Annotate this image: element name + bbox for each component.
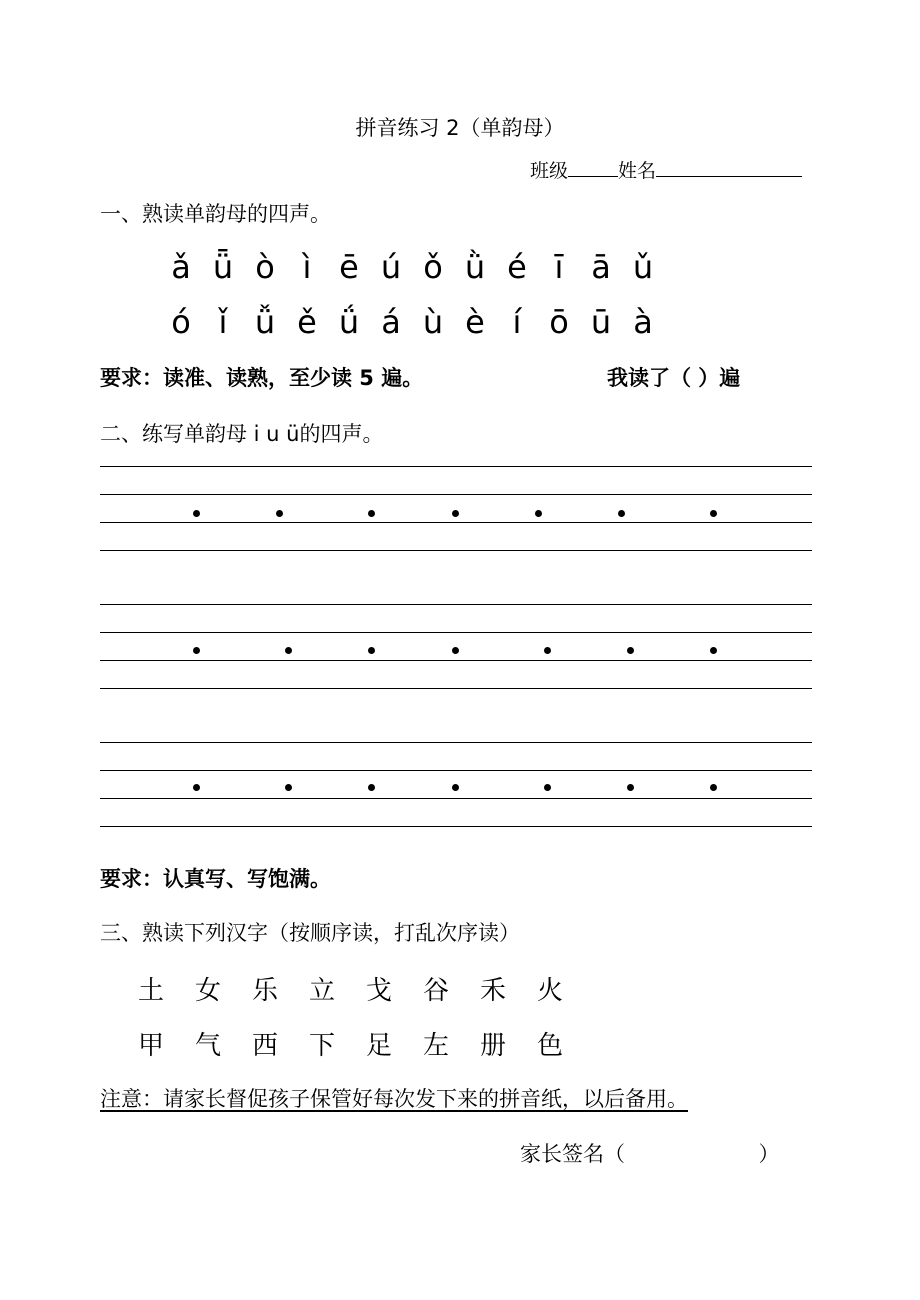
pinyin: á: [381, 303, 401, 341]
hanzi: 左: [423, 1031, 450, 1061]
guide-dot: [452, 647, 459, 654]
writing-line: [100, 494, 812, 495]
pinyin: ù: [422, 303, 444, 341]
guide-dot: [627, 784, 634, 791]
class-label: 班级: [530, 160, 569, 182]
parent-signature[interactable]: 家长签名（ ）: [520, 1142, 780, 1166]
writing-line: [100, 688, 812, 689]
guide-dot: [618, 510, 625, 517]
pinyin: ǎ: [171, 248, 191, 286]
writing-line: [100, 522, 812, 523]
hanzi: 气: [195, 1031, 222, 1061]
pinyin: ě: [297, 303, 317, 341]
guide-dot: [544, 784, 551, 791]
section1-requirement: 要求：读准、读熟，至少读 5 遍。: [100, 366, 424, 390]
hanzi-row-1: [138, 970, 594, 1007]
pinyin: ǐ: [218, 303, 228, 341]
pinyin: ī: [554, 248, 564, 286]
pinyin: ǔ: [632, 248, 654, 286]
writing-line: [100, 742, 812, 743]
guide-dot: [452, 510, 459, 517]
section3-heading: 三、熟读下列汉字（按顺序读，打乱次序读）: [100, 921, 520, 945]
pinyin-row-2: [160, 303, 664, 341]
guide-dot: [368, 784, 375, 791]
hanzi: 土: [138, 976, 165, 1006]
pinyin: ā: [591, 248, 611, 286]
guide-dot: [710, 510, 717, 517]
hanzi: 下: [309, 1031, 336, 1061]
writing-line: [100, 604, 812, 605]
guide-dot: [710, 784, 717, 791]
hanzi: 女: [195, 976, 222, 1006]
guide-dot: [544, 647, 551, 654]
pinyin: ū: [590, 303, 612, 341]
pinyin: ǘ: [338, 303, 360, 341]
writing-line: [100, 770, 812, 771]
hanzi: 立: [309, 976, 336, 1006]
name-label: 姓名: [618, 160, 657, 182]
writing-line: [100, 632, 812, 633]
pinyin: ó: [171, 303, 191, 341]
writing-line: [100, 660, 812, 661]
section1-heading: 一、熟读单韵母的四声。: [100, 202, 331, 226]
guide-dot: [193, 647, 200, 654]
hanzi: 册: [480, 1031, 507, 1061]
guide-dot: [285, 784, 292, 791]
read-count: 我读了（ ）遍: [607, 366, 741, 390]
pinyin: é: [507, 248, 527, 286]
section2-requirement: 要求：认真写、写饱满。: [100, 867, 331, 891]
hanzi: 甲: [138, 1031, 165, 1061]
hanzi: 乐: [252, 976, 279, 1006]
guide-dot: [710, 647, 717, 654]
hanzi: 火: [537, 976, 564, 1006]
pinyin: ò: [255, 248, 275, 286]
pinyin: è: [465, 303, 485, 341]
page-title: 拼音练习 2（单韵母）: [355, 116, 565, 140]
pinyin: ǖ: [212, 248, 234, 286]
guide-dot: [285, 647, 292, 654]
hanzi: 戈: [366, 976, 393, 1006]
pinyin: í: [512, 303, 522, 341]
pinyin-row-1: [160, 248, 664, 286]
pinyin: ǒ: [423, 248, 443, 286]
writing-line: [100, 466, 812, 467]
hanzi-row-2: [138, 1025, 594, 1062]
guide-dot: [193, 510, 200, 517]
pinyin: ō: [549, 303, 569, 341]
pinyin: ì: [302, 248, 312, 286]
pinyin: ǜ: [464, 248, 486, 286]
guide-dot: [368, 510, 375, 517]
hanzi: 谷: [423, 976, 450, 1006]
guide-dot: [535, 510, 542, 517]
writing-line: [100, 798, 812, 799]
guide-dot: [368, 647, 375, 654]
guide-dot: [193, 784, 200, 791]
pinyin: ǚ: [254, 303, 276, 341]
section2-heading: 二、练写单韵母 i u ü的四声。: [100, 422, 384, 446]
hanzi: 西: [252, 1031, 279, 1061]
class-name-line: [530, 156, 802, 183]
guide-dot: [452, 784, 459, 791]
guide-dot: [276, 510, 283, 517]
name-blank[interactable]: [656, 160, 802, 177]
hanzi: 色: [537, 1031, 564, 1061]
pinyin: ú: [380, 248, 402, 286]
pinyin: ē: [339, 248, 359, 286]
parent-note: 注意：请家长督促孩子保管好每次发下来的拼音纸，以后备用。: [100, 1087, 688, 1111]
hanzi: 禾: [480, 976, 507, 1006]
class-blank[interactable]: [568, 160, 618, 177]
writing-line: [100, 550, 812, 551]
guide-dot: [627, 647, 634, 654]
pinyin: à: [633, 303, 653, 341]
writing-line: [100, 826, 812, 827]
hanzi: 足: [366, 1031, 393, 1061]
